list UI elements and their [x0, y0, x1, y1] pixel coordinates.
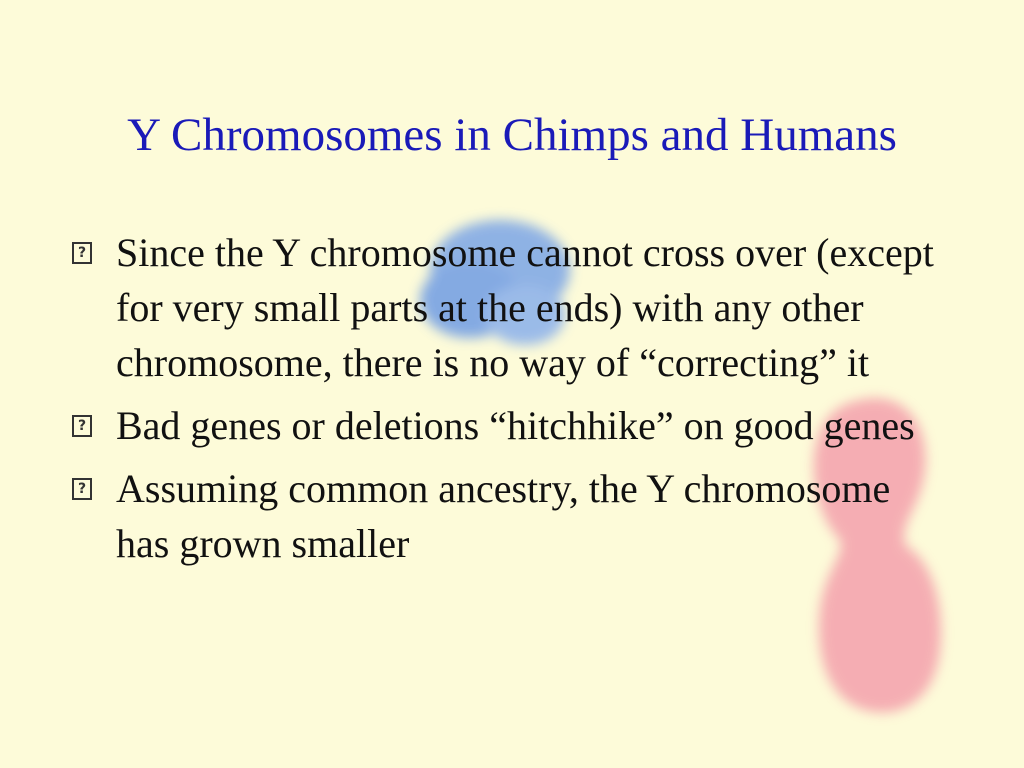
missing-glyph-icon: ?	[72, 242, 92, 264]
missing-glyph-icon: ?	[72, 415, 92, 437]
bullet-item	[72, 398, 952, 453]
bullet-text: Since the Y chromosome cannot cross over (except for very small parts at the ends) with any other chromosome, there is no way of “correcting” it	[116, 230, 934, 385]
slide-title: Y Chromosomes in Chimps and Humans	[127, 109, 897, 161]
bullet-list	[72, 225, 952, 579]
bullet-item	[72, 461, 952, 571]
bullet-text: Bad genes or deletions “hitchhike” on good genes	[116, 403, 915, 448]
missing-glyph-icon: ?	[72, 478, 92, 500]
bullet-text: Assuming common ancestry, the Y chromosome has grown smaller	[116, 466, 891, 566]
bullet-item	[72, 225, 952, 390]
